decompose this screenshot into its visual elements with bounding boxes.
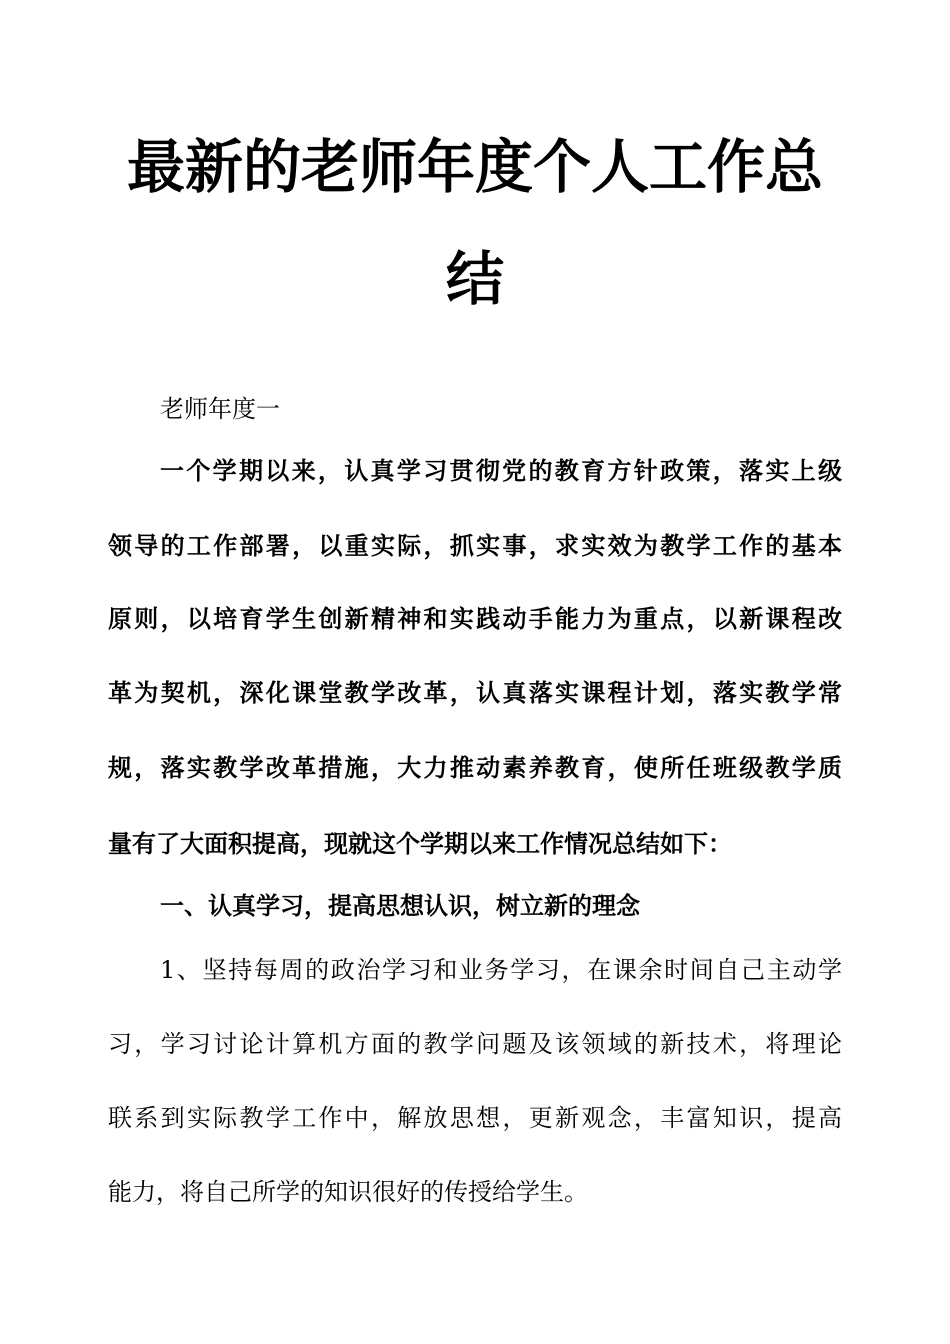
document-title-line-2: 结 <box>445 245 504 313</box>
item-line: 习，学习讨论计算机方面的教学问题及该领域的新技术，将理论 <box>108 1030 842 1058</box>
intro-line: 原则，以培育学生创新精神和实践动手能力为重点，以新课程改 <box>108 605 842 633</box>
section-heading: 一、认真学习，提高思想认识，树立新的理念 <box>160 892 640 920</box>
intro-line: 规，落实教学改革措施，大力推动素养教育，使所任班级教学质 <box>108 754 842 782</box>
document-title-line-1: 最新的老师年度个人工作总 <box>126 133 823 201</box>
intro-line: 革为契机，深化课堂教学改革，认真落实课程计划，落实教学常 <box>108 679 842 707</box>
item-line: 能力，将自己所学的知识很好的传授给学生。 <box>108 1178 588 1206</box>
intro-line: 领导的工作部署，以重实际，抓实事，求实效为教学工作的基本 <box>108 532 842 560</box>
intro-line: 一个学期以来，认真学习贯彻党的教育方针政策，落实上级 <box>160 457 842 485</box>
item-line: 1、坚持每周的政治学习和业务学习，在课余时间自己主动学 <box>160 956 842 984</box>
item-line: 联系到实际教学工作中，解放思想，更新观念，丰富知识，提高 <box>108 1104 842 1132</box>
intro-line: 量有了大面积提高，现就这个学期以来工作情况总结如下： <box>108 830 732 858</box>
document-subtitle: 老师年度一 <box>160 395 280 423</box>
